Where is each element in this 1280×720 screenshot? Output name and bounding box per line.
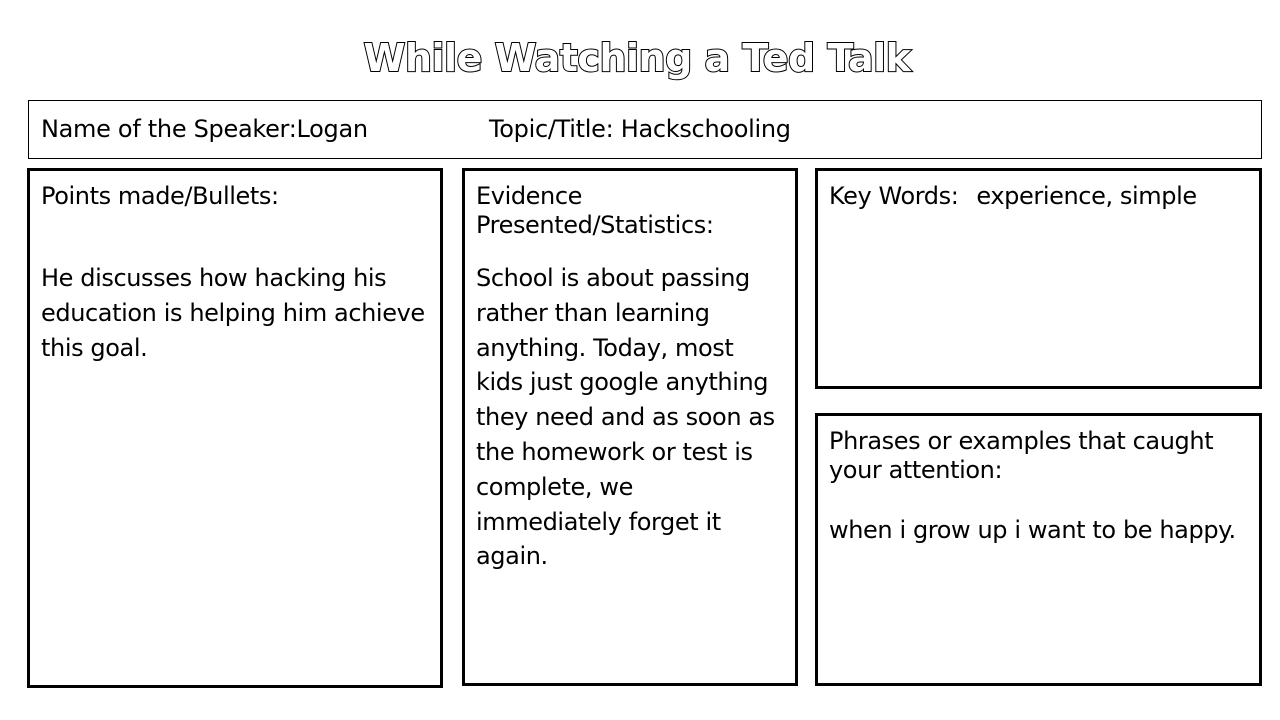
points-text: He discusses how hacking his education is helping him achieve this goal.	[41, 264, 425, 362]
evidence-box	[462, 168, 798, 686]
key-words-heading: Key Words:	[829, 182, 959, 210]
key-words-line	[829, 182, 1249, 211]
points-heading: Points made/Bullets:	[41, 182, 279, 210]
points-made-box	[27, 168, 443, 688]
speaker-name: Name of the Speaker:Logan	[41, 115, 368, 143]
phrases-text: when i grow up i want to be happy.	[829, 516, 1236, 544]
phrases-heading: Phrases or examples that caught your attention:	[829, 427, 1214, 484]
evidence-text: School is about passing rather than learning anything. Today, most kids just google anything they need and as soon as the homework or test is complete, we immediately forget it again.	[476, 264, 775, 571]
speaker-topic-box	[28, 100, 1262, 159]
key-words-value: experience, simple	[976, 182, 1197, 210]
phrases-box	[815, 413, 1262, 686]
talk-topic: Topic/Title: Hackschooling	[489, 115, 791, 143]
evidence-heading: Evidence Presented/Statistics:	[476, 182, 714, 239]
key-words-box	[815, 168, 1262, 389]
page-title: While Watching a Ted Talk	[363, 36, 911, 80]
